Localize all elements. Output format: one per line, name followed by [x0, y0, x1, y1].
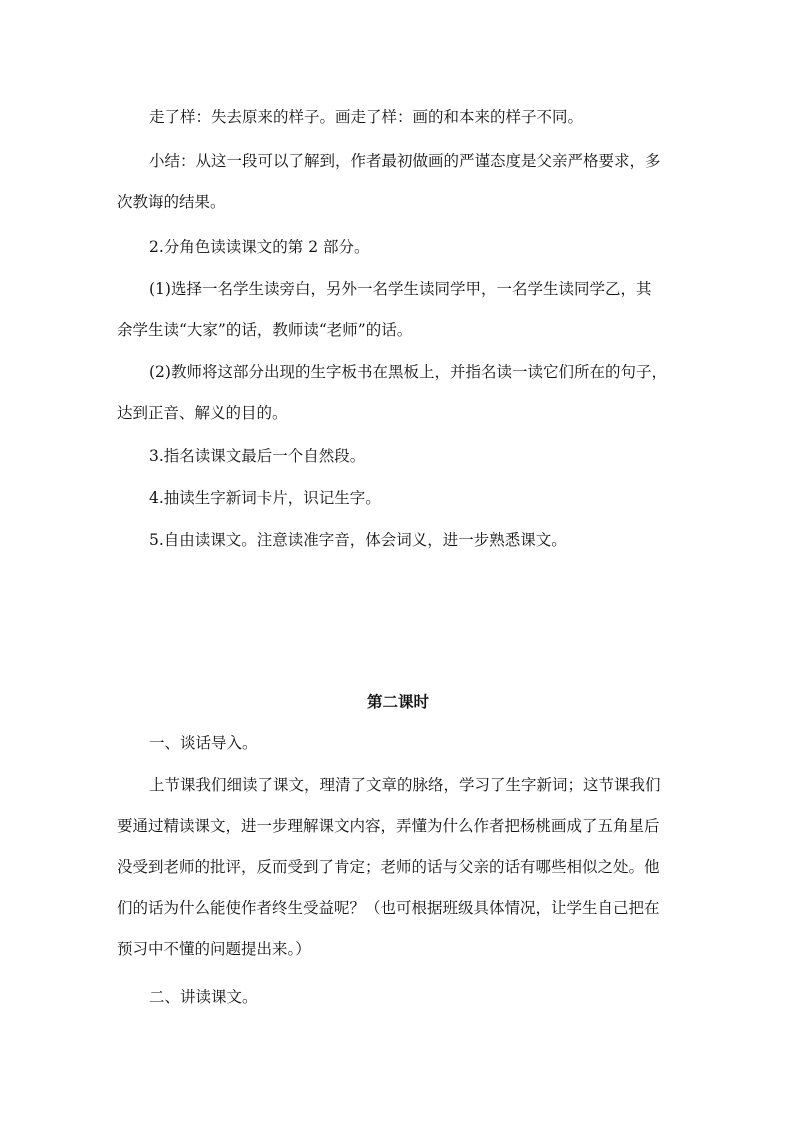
paragraph-text: 2.分角色读读课文的第 2 部分。 — [149, 238, 370, 256]
paragraph-step-3 — [117, 436, 679, 477]
paragraph-explain-text — [117, 977, 679, 1018]
paragraph-line: 达到正音、解义的目的。 — [117, 404, 288, 422]
paragraph-line: (2)教师将这部分出现的生字板书在黑板上，并指名读一读它们所在的句子， — [149, 363, 667, 381]
paragraph-line: (1)选择一名学生读旁白，另外一名学生读同学甲，一名学生读同学乙，其 — [149, 280, 652, 298]
paragraph-intro — [117, 723, 679, 764]
paragraph-text: 4.抽读生字新词卡片，识记生字。 — [149, 489, 381, 507]
paragraph-line: 余学生读“大家”的话，教师读“老师”的话。 — [117, 321, 413, 339]
section-heading: 第二课时 — [366, 693, 429, 711]
paragraph-line: 预习中不懂的问题提出来。） — [117, 940, 311, 958]
paragraph-line: 们的话为什么能使作者终生受益呢？（也可根据班级具体情况，让学生自己把在 — [117, 899, 660, 917]
paragraph-line: 没受到老师的批评，反而受到了肯定；老师的话与父亲的话有哪些相似之处。他 — [117, 858, 660, 876]
paragraph-line: 小结：从这一段可以了解到，作者最初做画的严谨态度是父亲严格要求，多 — [149, 152, 661, 170]
paragraph-step-2 — [117, 227, 679, 268]
paragraph-definition — [117, 97, 679, 138]
paragraph-text: 5.自由读课文。注意读准字音，体会词义，进一步熟悉课文。 — [149, 531, 567, 549]
paragraph-step-5 — [117, 520, 679, 561]
paragraph-step-2-2 — [117, 352, 679, 434]
paragraph-text: 二、讲读课文。 — [149, 988, 258, 1006]
paragraph-line: 上节课我们细读了课文，理清了文章的脉络，学习了生字新词；这节课我们 — [149, 776, 661, 794]
paragraph-step-2-1 — [117, 269, 679, 351]
paragraph-line: 要通过精读课文，进一步理解课文内容，弄懂为什么作者把杨桃画成了五角星后 — [117, 817, 660, 835]
paragraph-step-4 — [117, 478, 679, 519]
paragraph-lesson-overview — [117, 765, 679, 970]
paragraph-summary — [117, 141, 679, 223]
paragraph-text: 走了样：失去原来的样子。画走了样：画的和本来的样子不同。 — [149, 108, 584, 126]
paragraph-line: 次教诲的结果。 — [117, 193, 226, 211]
paragraph-text: 一、谈话导入。 — [149, 734, 258, 752]
paragraph-text: 3.指名读课文最后一个自然段。 — [149, 447, 366, 465]
